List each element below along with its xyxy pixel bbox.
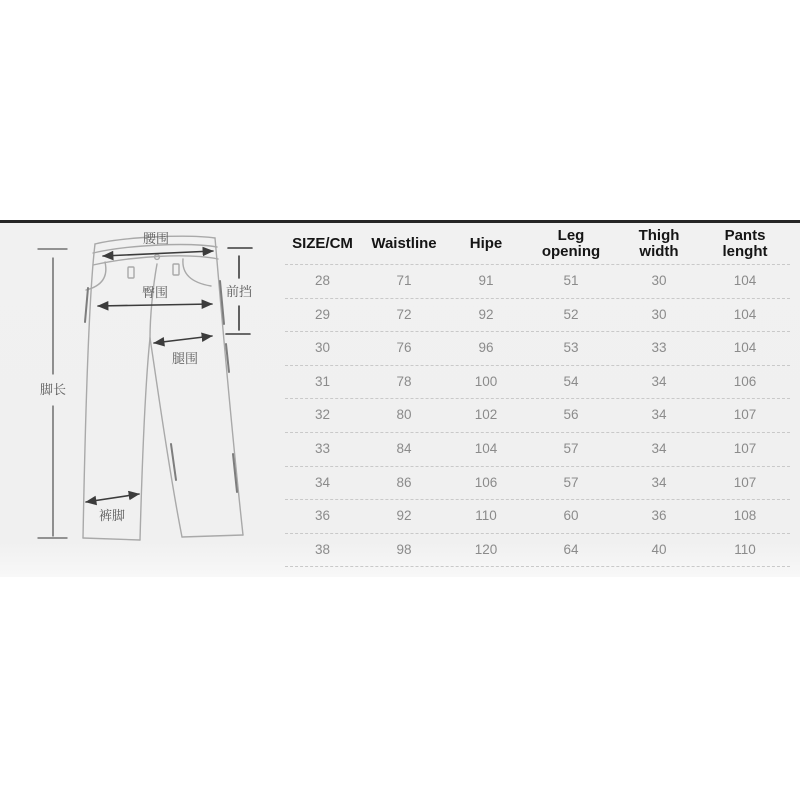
table-cell: 53 — [563, 340, 579, 356]
table-cell: 100 — [474, 373, 498, 389]
table-row — [285, 365, 790, 399]
table-cell: 71 — [396, 273, 412, 288]
hip-arrow — [98, 304, 212, 306]
table-row — [285, 298, 790, 332]
table-cell: 72 — [396, 306, 412, 322]
column-header: Waistline — [371, 234, 437, 252]
table-cell: 30 — [651, 273, 667, 288]
thigh-arrow — [154, 336, 212, 343]
table-cell: 34 — [651, 373, 667, 389]
hip-label: 臀围 — [141, 285, 169, 300]
size-table-body — [285, 264, 790, 567]
table-row — [285, 264, 790, 298]
table-cell: 52 — [563, 306, 579, 322]
table-cell: 92 — [478, 306, 494, 322]
table-cell: 78 — [396, 373, 412, 389]
table-cell: 104 — [733, 340, 757, 356]
table-cell: 106 — [474, 474, 498, 490]
table-row — [285, 533, 790, 568]
pants-outline — [83, 236, 243, 540]
table-cell: 30 — [314, 340, 331, 356]
table-cell: 28 — [314, 273, 331, 288]
table-cell: 104 — [474, 440, 498, 456]
table-cell: 106 — [733, 373, 757, 389]
table-row — [285, 331, 790, 365]
table-cell: 98 — [396, 541, 412, 557]
cuff-arrow — [86, 494, 139, 502]
table-cell: 33 — [651, 340, 667, 356]
table-cell: 107 — [733, 440, 757, 456]
table-cell: 34 — [651, 474, 667, 490]
column-header: Leg opening — [541, 226, 601, 260]
table-cell: 57 — [563, 474, 579, 490]
table-cell: 34 — [651, 407, 667, 423]
table-cell: 38 — [314, 541, 331, 557]
table-cell: 56 — [563, 407, 579, 423]
table-cell: 40 — [651, 541, 667, 557]
table-cell: 108 — [733, 508, 757, 524]
table-cell: 34 — [651, 440, 667, 456]
table-cell: 64 — [563, 541, 579, 557]
table-cell: 104 — [733, 306, 757, 322]
table-cell: 96 — [478, 340, 494, 356]
seam-accents — [85, 281, 237, 492]
table-cell: 36 — [651, 508, 667, 524]
table-cell: 29 — [314, 306, 331, 322]
table-cell: 107 — [733, 474, 757, 490]
pants-diagram — [28, 226, 272, 571]
table-cell: 91 — [478, 273, 494, 288]
table-cell: 57 — [563, 440, 579, 456]
table-cell: 107 — [733, 407, 757, 423]
column-header: SIZE/CM — [292, 234, 353, 252]
waist-label: 腰围 — [142, 231, 170, 246]
table-cell: 30 — [651, 306, 667, 322]
table-cell: 92 — [396, 508, 412, 524]
table-cell: 51 — [563, 273, 579, 288]
table-row — [285, 432, 790, 466]
table-row — [285, 398, 790, 432]
table-cell: 80 — [396, 407, 412, 423]
table-cell: 86 — [396, 474, 412, 490]
table-row — [285, 466, 790, 500]
front-rise-label: 前挡 — [225, 284, 253, 299]
table-cell: 34 — [314, 474, 331, 490]
table-cell: 120 — [474, 541, 498, 557]
table-cell: 104 — [733, 273, 757, 288]
size-table — [285, 224, 790, 567]
table-cell: 31 — [314, 373, 331, 389]
column-header: Pants lenght — [722, 226, 768, 260]
table-cell: 76 — [396, 340, 412, 356]
table-cell: 102 — [474, 407, 498, 423]
table-cell: 110 — [734, 541, 756, 557]
table-row — [285, 499, 790, 533]
size-table-header — [285, 224, 790, 264]
table-cell: 84 — [396, 440, 412, 456]
column-header: Thigh width — [638, 226, 680, 260]
table-cell: 33 — [314, 440, 331, 456]
cuff-label: 裤脚 — [98, 508, 126, 523]
thigh-label: 腿围 — [171, 351, 199, 366]
table-cell: 36 — [314, 508, 331, 524]
leg-length-label: 脚长 — [39, 382, 67, 397]
column-header: Hipe — [469, 234, 503, 252]
table-cell: 110 — [475, 508, 497, 524]
table-cell: 60 — [563, 508, 579, 524]
table-cell: 32 — [314, 407, 331, 423]
table-cell: 54 — [563, 373, 579, 389]
